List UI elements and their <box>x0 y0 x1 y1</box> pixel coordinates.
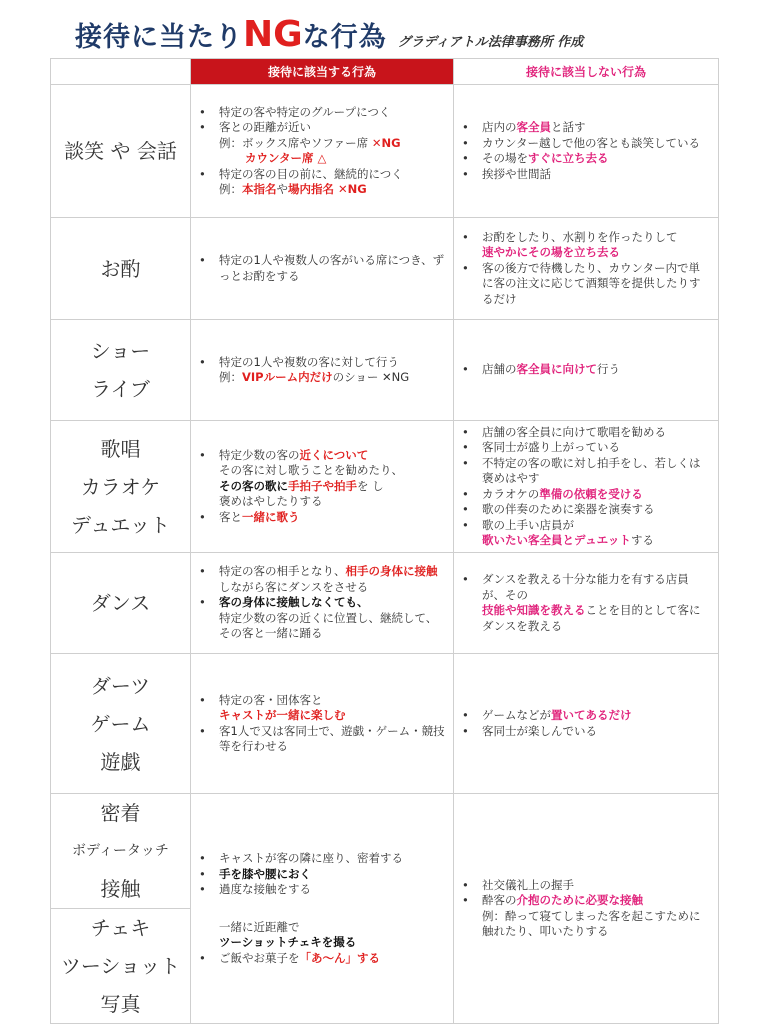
ng-highlight: NG <box>243 14 303 55</box>
ok-cell: • 店舗の客全員に向けて歌唱を勧める • 客同士が盛り上がっている • 不特定の客の歌に対し拍手をし、若しくは褒めはやす • カラオケの準備の依頼を受ける • 歌の伴奏のために楽器を演奏する • 歌の上手い店員が 歌いたい客全員とデュエットする <box>454 421 719 553</box>
ok-cell: • ゲームなどが置いてあるだけ • 客同士が楽しんでいる <box>454 654 719 794</box>
ng-cell: • 特定少数の客の近くについて その客に対し歌うことを勧めたり、 その客の歌に手拍子や拍手を し 褒めはやしたりする • 客と一緒に歌う <box>191 421 454 553</box>
table-row <box>51 218 719 320</box>
page-title: 接待に当たりNGな行為 グラディアトル法律事務所 作成 <box>75 14 584 55</box>
header-ok-column: 接待に該当しない行為 <box>454 59 719 85</box>
ng-cell: • 特定の客の相手となり、相手の身体に接触しながら客にダンスをさせる • 客の身体に接触しなくても、 特定少数の客の近くに位置し、継続して、その客と一緒に踊る <box>191 553 454 654</box>
ng-cell: • 特定の客・団体客と キャストが一緒に楽しむ • 客1人で又は客同士で、遊戯・ゲーム・競技等を行わせる <box>191 654 454 794</box>
table-row <box>51 421 719 553</box>
category-cell: ダンス <box>51 553 191 654</box>
table-row <box>51 654 719 794</box>
category-cell: お酌 <box>51 218 191 320</box>
table-row <box>51 553 719 654</box>
ng-cell: • 特定の1人や複数の客に対して行う 例：VIPルーム内だけのショー ✕NG <box>191 320 454 421</box>
category-cell: 歌唱 カラオケ デュエット <box>51 421 191 553</box>
header-ng-column: 接待に該当する行為 <box>191 59 454 85</box>
ok-cell: • お酌をしたり、水割りを作ったりして 速やかにその場を立ち去る • 客の後方で待機したり、カウンター内で単に客の注文に応じて酒類等を提供したりするだけ <box>454 218 719 320</box>
header-empty <box>51 59 191 85</box>
ok-cell: • 店内の客全員と話す • カウンター越しで他の客とも談笑している • その場をすぐに立ち去る • 挨拶や世間話 <box>454 85 719 218</box>
category-cell: ショー ライブ <box>51 320 191 421</box>
table-row <box>51 320 719 421</box>
category-cell: チェキ ツーショット 写真 <box>51 909 191 1024</box>
ng-cell: • 特定の1人や複数人の客がいる席につき、ずっとお酌をする <box>191 218 454 320</box>
ng-cell: • キャストが客の隣に座り、密着する • 手を膝や腰におく • 過度な接触をする 一緒に近距離で ツーショットチェキを撮る • ご飯やお菓子を「あ〜ん」する <box>191 794 454 1024</box>
ok-cell: • 店舗の客全員に向けて行う <box>454 320 719 421</box>
table-row <box>51 85 719 218</box>
author-credit: グラディアトル法律事務所 作成 <box>397 35 584 50</box>
category-cell: 密着 ボディータッチ 接触 <box>51 794 191 909</box>
ok-cell: • 社交儀礼上の握手 • 酔客の介抱のために必要な接触 例：酔って寝てしまった客を起こすために触れたり、叩いたりする <box>454 794 719 1024</box>
category-cell: 談笑 や 会話 <box>51 85 191 218</box>
ng-behavior-table <box>50 58 719 1024</box>
category-cell: ダーツ ゲーム 遊戯 <box>51 654 191 794</box>
ok-cell: • ダンスを教える十分な能力を有する店員が、その 技能や知識を教えることを目的として客にダンスを教える <box>454 553 719 654</box>
ng-cell: • 特定の客や特定のグループにつく • 客との距離が近い 例：ボックス席やソファー席 ✕NG カウンター席 △ • 特定の客の目の前に、継続的につく 例：本指名や場内指名 ✕NG <box>191 85 454 218</box>
table-row <box>51 794 719 909</box>
